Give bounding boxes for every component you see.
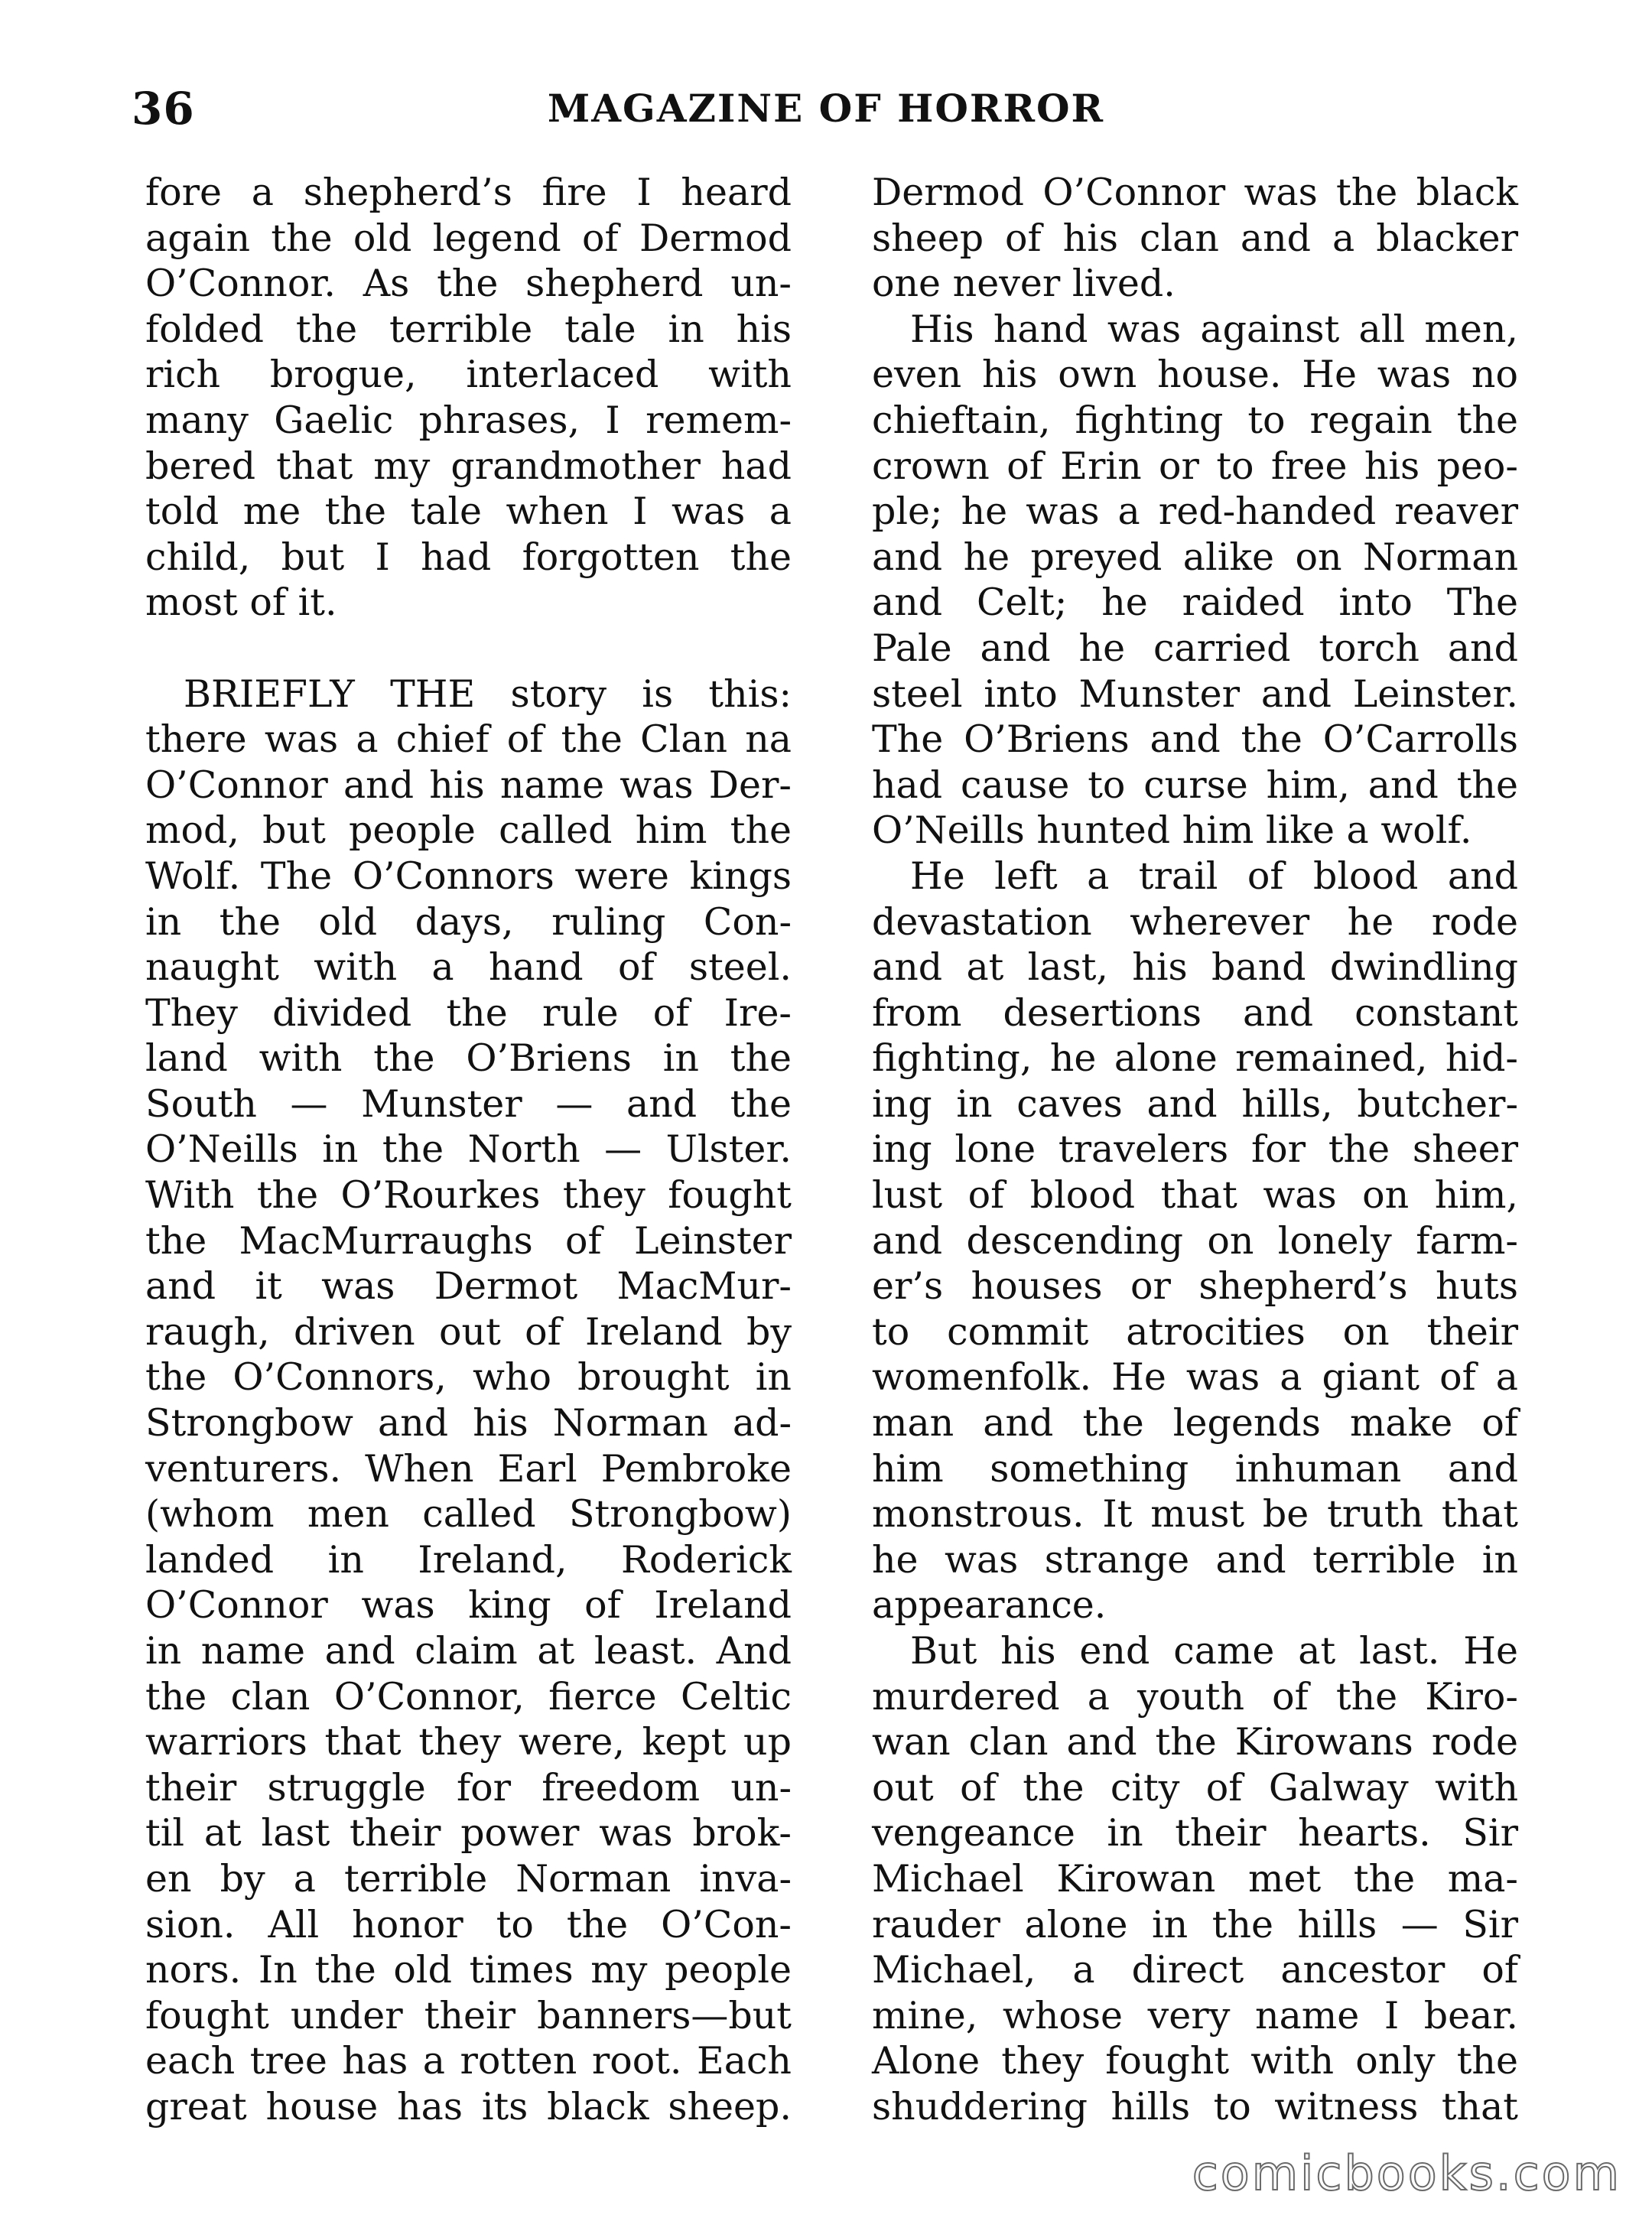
text-line: Michael Kirowan met the ma- bbox=[872, 1856, 1518, 1901]
text-line: O’Connor was king of Ireland bbox=[145, 1583, 792, 1628]
text-line: O’Connor. As the shepherd un- bbox=[145, 262, 792, 306]
text-line: in the old days, ruling Con- bbox=[145, 899, 792, 944]
text-line: His hand was against all men, bbox=[910, 307, 1518, 351]
text-line: to commit atrocities on their bbox=[872, 1309, 1518, 1354]
text-line: O’Neills hunted him like a wolf. bbox=[872, 808, 1472, 853]
text-line: sheep of his clan and a blacker bbox=[872, 216, 1518, 260]
text-line: many Gaelic phrases, I remem- bbox=[145, 398, 792, 442]
text-line: O’Connor and his name was Der- bbox=[145, 763, 792, 807]
text-line: O’Neills in the North — Ulster. bbox=[145, 1127, 792, 1172]
text-line: fighting, he alone remained, hid- bbox=[872, 1036, 1518, 1081]
text-line: and he preyed alike on Norman bbox=[872, 535, 1518, 579]
text-line: land with the O’Briens in the bbox=[145, 1036, 792, 1081]
text-line: venturers. When Earl Pembroke bbox=[145, 1446, 792, 1491]
text-line: each tree has a rotten root. Each bbox=[145, 2039, 792, 2083]
text-line: He left a trail of blood and bbox=[910, 854, 1518, 898]
text-line: rich brogue, interlaced with bbox=[145, 353, 792, 397]
text-line: monstrous. It must be truth that bbox=[872, 1492, 1518, 1537]
text-line: he was strange and terrible in bbox=[872, 1537, 1518, 1582]
text-line: ple; he was a red-handed reaver bbox=[872, 489, 1518, 534]
text-line: naught with a hand of steel. bbox=[145, 945, 792, 990]
text-line: til at last their power was brok- bbox=[145, 1811, 792, 1855]
text-line: mine, whose very name I bear. bbox=[872, 1993, 1518, 2038]
text-line: womenfolk. He was a giant of a bbox=[872, 1355, 1518, 1400]
text-line: chieftain, fighting to regain the bbox=[872, 398, 1518, 442]
text-line: crown of Erin or to free his peo- bbox=[872, 444, 1518, 488]
text-line: lust of blood that was on him, bbox=[872, 1173, 1518, 1218]
text-line: sion. All honor to the O’Con- bbox=[145, 1902, 792, 1946]
text-line: bered that my grandmother had bbox=[145, 444, 792, 488]
text-line: him something inhuman and bbox=[872, 1446, 1518, 1491]
text-line: fore a shepherd’s fire I heard bbox=[145, 171, 792, 214]
text-line: most of it. bbox=[145, 581, 337, 625]
text-line: warriors that they were, kept up bbox=[145, 1720, 792, 1764]
text-line: (whom men called Strongbow) bbox=[145, 1492, 792, 1537]
text-line: vengeance in their hearts. Sir bbox=[872, 1811, 1518, 1855]
text-line: and descending on lonely farm- bbox=[872, 1218, 1518, 1263]
text-line: murdered a youth of the Kiro- bbox=[872, 1674, 1518, 1719]
text-line: Michael, a direct ancestor of bbox=[872, 1948, 1518, 1992]
text-line: South — Munster — and the bbox=[145, 1081, 792, 1126]
text-line: mod, but people called him the bbox=[145, 808, 792, 853]
text-line: their struggle for freedom un- bbox=[145, 1765, 792, 1810]
text-line: devastation wherever he rode bbox=[872, 899, 1518, 944]
text-line: even his own house. He was no bbox=[872, 353, 1518, 397]
text-line: BRIEFLY THE story is this: bbox=[184, 672, 792, 716]
text-line: one never lived. bbox=[872, 262, 1176, 306]
text-line: great house has its black sheep. bbox=[145, 2084, 792, 2129]
text-line: With the O’Rourkes they fought bbox=[145, 1173, 792, 1218]
text-line: man and the legends make of bbox=[872, 1401, 1518, 1446]
text-line: er’s houses or shepherd’s huts bbox=[872, 1264, 1518, 1309]
text-line: child, but I had forgotten the bbox=[145, 535, 792, 579]
paragraph-gap bbox=[145, 626, 792, 672]
text-line: steel into Munster and Leinster. bbox=[872, 672, 1518, 716]
text-line: wan clan and the Kirowans rode bbox=[872, 1720, 1518, 1764]
text-line: Pale and he carried torch and bbox=[872, 626, 1518, 670]
text-line: ing lone travelers for the sheer bbox=[872, 1127, 1518, 1172]
left-text-column bbox=[145, 170, 792, 2130]
text-line: The O’Briens and the O’Carrolls bbox=[872, 717, 1518, 762]
text-line: appearance. bbox=[872, 1583, 1107, 1628]
text-line: fought under their banners—but bbox=[145, 1993, 792, 2038]
site-watermark: comicbooks.com bbox=[1192, 2145, 1621, 2201]
text-line: Alone they fought with only the bbox=[872, 2039, 1518, 2083]
text-line: en by a terrible Norman inva- bbox=[145, 1856, 792, 1901]
text-line: told me the tale when I was a bbox=[145, 489, 792, 534]
text-line: Strongbow and his Norman ad- bbox=[145, 1401, 792, 1446]
text-line: again the old legend of Dermod bbox=[145, 216, 792, 260]
page-number: 36 bbox=[132, 83, 195, 135]
text-line: and it was Dermot MacMur- bbox=[145, 1264, 792, 1309]
text-line: rauder alone in the hills — Sir bbox=[872, 1902, 1518, 1946]
text-line: shuddering hills to witness that bbox=[872, 2084, 1518, 2129]
text-line: and at last, his band dwindling bbox=[872, 945, 1518, 990]
right-text-column bbox=[872, 170, 1518, 2130]
text-line: landed in Ireland, Roderick bbox=[145, 1537, 792, 1582]
text-line: nors. In the old times my people bbox=[145, 1948, 792, 1992]
text-line: the MacMurraughs of Leinster bbox=[145, 1218, 792, 1263]
text-line: folded the terrible tale in his bbox=[145, 307, 792, 351]
text-line: from desertions and constant bbox=[872, 990, 1518, 1035]
text-line: But his end came at last. He bbox=[910, 1629, 1518, 1673]
text-line: Wolf. The O’Connors were kings bbox=[145, 854, 792, 898]
running-head: MAGAZINE OF HORROR bbox=[547, 86, 1105, 131]
text-line: the O’Connors, who brought in bbox=[145, 1355, 792, 1400]
text-line: out of the city of Galway with bbox=[872, 1765, 1518, 1810]
text-line: and Celt; he raided into The bbox=[872, 581, 1518, 625]
text-line: the clan O’Connor, fierce Celtic bbox=[145, 1674, 792, 1719]
text-line: Dermod O’Connor was the black bbox=[872, 171, 1518, 214]
text-line: in name and claim at least. And bbox=[145, 1629, 792, 1673]
text-line: raugh, driven out of Ireland by bbox=[145, 1309, 792, 1354]
text-line: They divided the rule of Ire- bbox=[145, 990, 792, 1035]
text-line: there was a chief of the Clan na bbox=[145, 717, 792, 762]
text-line: had cause to curse him, and the bbox=[872, 763, 1518, 807]
text-line: ing in caves and hills, butcher- bbox=[872, 1081, 1518, 1126]
